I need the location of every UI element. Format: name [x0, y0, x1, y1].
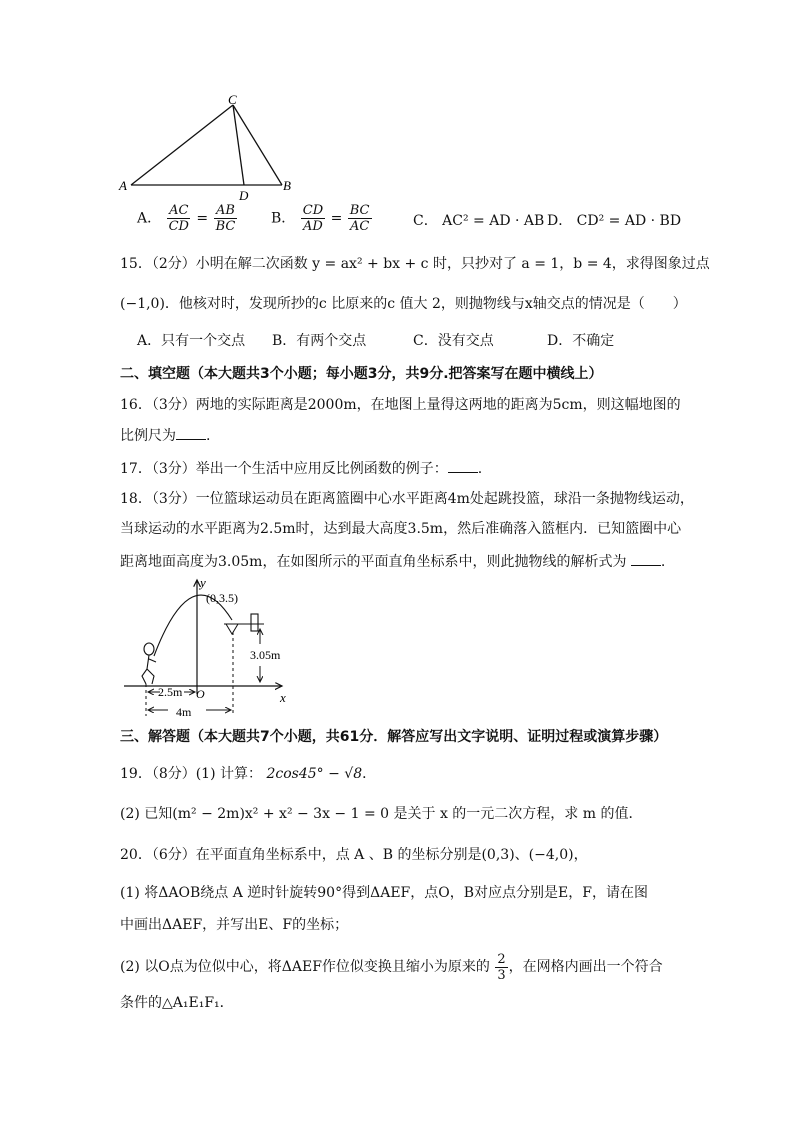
player-body	[142, 655, 156, 684]
frac-den: 3	[497, 967, 506, 983]
option-b-prefix: B．	[271, 210, 296, 227]
q20-line2: (1) 将ΔAOB绕点 A 逆时针旋转90°得到ΔAEF，点O，B对应点分别是E，F，请在图	[120, 885, 648, 901]
q16-line2	[120, 425, 210, 445]
section-3-heading: 三、解答题（本大题共7个小题，共61分．解答应写出文字说明、证明过程或演算步骤）	[120, 729, 668, 745]
q15-line2: (−1,0)．他核对时，发现所抄的c 比原来的c 值大 2，则抛物线与x轴交点的情况是（ ）	[120, 296, 687, 312]
frac-den: AD	[303, 219, 323, 234]
answer-blank	[176, 425, 206, 440]
player-head	[144, 643, 154, 655]
q15-option-c: C．没有交点	[413, 333, 494, 349]
q17-end: .	[477, 461, 483, 477]
fraction-ab-bc	[214, 203, 238, 234]
frac-num: CD	[302, 203, 324, 218]
q18-line2: 当球运动的水平距离为2.5m时，达到最大高度3.5m，然后准确落入篮框内．已知篮圈中心	[120, 521, 682, 537]
fraction-bc-ac	[348, 203, 372, 234]
frac-den: AC	[349, 219, 370, 234]
height-label: 3.05m	[250, 648, 281, 662]
frac-den: CD	[168, 219, 189, 234]
q20-line4-end: ，在网格内画出一个符合	[508, 959, 663, 975]
q15-line1: 15．（2分）小明在解二次函数 y = ax² + bx + c 时，只抄对了 a = 1，b = 4，求得图象过点	[120, 256, 710, 272]
q19-line1-text: 19．（8分）(1) 计算：	[120, 766, 263, 782]
segment-cd	[233, 105, 244, 185]
q18-line3-end: .	[660, 554, 666, 570]
frac-num: BC	[349, 203, 370, 218]
label-b: B	[283, 178, 291, 193]
q18-line3	[120, 551, 665, 571]
fraction-cd-ad	[301, 203, 325, 234]
segment-ac	[131, 105, 233, 185]
q19-line1	[120, 765, 376, 783]
q17-line	[120, 458, 482, 478]
vertex-label: (0,3.5)	[206, 591, 238, 605]
option-a-prefix: A．	[137, 210, 162, 227]
y-axis-label: y	[200, 576, 206, 590]
backboard	[251, 614, 258, 631]
q20-line4	[120, 950, 663, 984]
section-2-heading: 二、填空题（本大题共3个小题；每小题3分，共9分.把答案写在题中横线上）	[120, 366, 603, 382]
x-axis-label: x	[280, 690, 286, 705]
q15-option-a: A．只有一个交点	[137, 333, 246, 349]
q18-line1: 18．（3分）一位篮球运动员在距离篮圈中心水平距离4m处起跳投篮，球沿一条抛物线运动，	[120, 491, 694, 507]
q20-line5: 条件的△A₁E₁F₁．	[120, 995, 234, 1011]
q19-line2: (2) 已知(m² − 2m)x² + x² − 3x − 1 = 0 是关于 x 的一元二次方程，求 m 的值．	[120, 806, 643, 822]
frac-num: AB	[215, 203, 235, 218]
q17-text: 17．（3分）举出一个生活中应用反比例函数的例子：	[120, 461, 448, 477]
fraction-ac-cd	[167, 203, 191, 234]
q14-option-b: B． $\frac{CD}{AD}$ = $\frac{BC}{AC}$	[271, 203, 370, 234]
q16-line1: 16．（3分）两地的实际距离是2000m，在地图上量得这两地的距离为5cm，则这幅地图的	[120, 397, 681, 413]
q20-line1: 20．（6分）在平面直角坐标系中，点 A 、B 的坐标分别是(0,3)、(−4,0)，	[120, 847, 588, 863]
q16-line2-text: 比例尺为	[120, 428, 176, 444]
fraction-two-thirds	[495, 952, 507, 983]
q19-expression: 2cos45° − √8	[266, 766, 363, 782]
triangle-figure	[115, 90, 305, 205]
frac-num: AC	[169, 203, 189, 218]
q14-option-a: A． $\frac{AC}{CD}$ = $\frac{AB}{BC}$	[137, 203, 236, 234]
frac-den: BC	[215, 219, 236, 234]
q14-option-c: C． AC² = AD · AB	[413, 213, 545, 229]
dist-2-5-label: 2.5m	[158, 685, 183, 699]
q14-option-d: D． CD² = AD · BD	[547, 213, 682, 229]
label-a: A	[119, 178, 127, 193]
q20-line3: 中画出ΔAEF，并写出E、F的坐标；	[120, 917, 349, 933]
answer-blank	[448, 458, 478, 473]
q15-option-d: D．不确定	[547, 333, 615, 349]
q16-line2-end: .	[206, 428, 211, 444]
basketball-figure	[120, 576, 320, 721]
segment-bc	[233, 105, 282, 185]
hoop-net	[226, 624, 238, 634]
answer-blank	[631, 551, 661, 566]
label-d: D	[239, 188, 249, 203]
label-c: C	[228, 92, 237, 107]
frac-num: 2	[497, 951, 506, 967]
q15-option-b: B．有两个交点	[272, 333, 367, 349]
dist-4-label: 4m	[176, 705, 192, 719]
origin-label: O	[196, 687, 205, 701]
q19-line1-end: ．	[362, 766, 377, 782]
q18-line3-text: 距离地面高度为3.05m，在如图所示的平面直角坐标系中，则此抛物线的解析式为	[120, 554, 627, 570]
q20-line4-text: (2) 以O点为位似中心，将ΔAEF作位似变换且缩小为原来的	[120, 959, 490, 975]
